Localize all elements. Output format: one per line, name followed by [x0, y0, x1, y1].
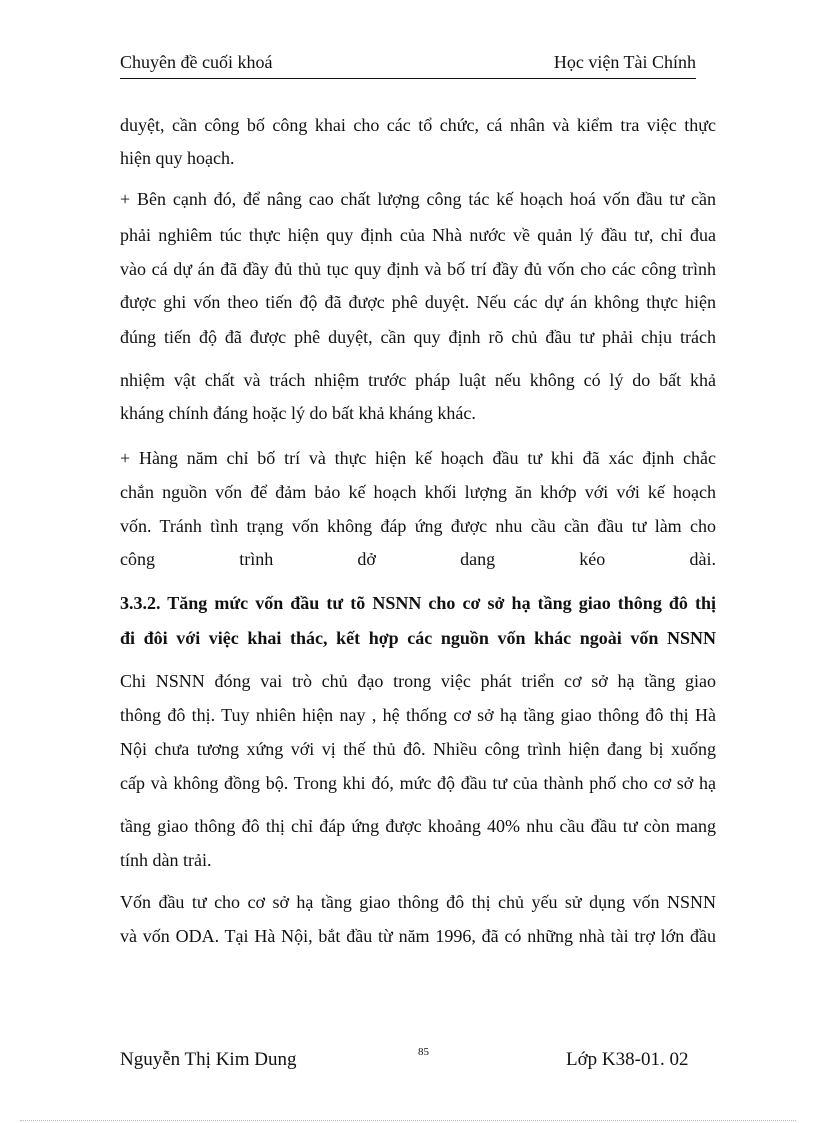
paragraph-line: và vốn ODA. Tại Hà Nội, bắt đầu từ năm 1996, đã có những nhà tài trợ lớn đầu: [120, 926, 716, 946]
paragraph-line: duyệt, cần công bố công khai cho các tổ chức, cá nhân và kiểm tra việc thực: [120, 115, 716, 135]
section-heading-line: 3.3.2. Tăng mức vốn đầu tư tõ NSNN cho cơ sở hạ tầng giao thông đô thị: [120, 593, 716, 613]
paragraph-line: nhiệm vật chất và trách nhiệm trước pháp luật nếu không có lý do bất khả: [120, 370, 716, 390]
footer-author: Nguyễn Thị Kim Dung: [120, 1049, 297, 1070]
paragraph-line: phải nghiêm túc thực hiện quy định của Nhà nước về quản lý đầu tư, chỉ đua: [120, 225, 716, 245]
page-number: 85: [418, 1046, 429, 1058]
paragraph-line: kháng chính đáng hoặc lý do bất khả kháng khác.: [120, 403, 476, 423]
page-bottom-rule: [20, 1120, 796, 1121]
paragraph-line: + Hàng năm chỉ bố trí và thực hiện kế hoạch đầu tư khi đã xác định chắc: [120, 448, 716, 468]
paragraph-line: Vốn đầu tư cho cơ sở hạ tầng giao thông đô thị chủ yếu sử dụng vốn NSNN: [120, 892, 716, 912]
paragraph-line: vốn. Tránh tình trạng vốn không đáp ứng được nhu cầu cần đầu tư làm cho: [120, 516, 716, 536]
paragraph-line: Chi NSNN đóng vai trò chủ đạo trong việc phát triển cơ sở hạ tầng giao: [120, 671, 716, 691]
header-institution: Học viện Tài Chính: [553, 52, 696, 72]
paragraph-line: + Bên cạnh đó, để nâng cao chất lượng công tác kế hoạch hoá vốn đầu tư cần: [120, 189, 716, 209]
paragraph-line: vào cá dự án đã đầy đủ thủ tục quy định và bố trí đầy đủ vốn cho các công trình: [120, 259, 716, 279]
paragraph-line: được ghi vốn theo tiến độ đã được phê duyệt. Nếu các dự án không thực hiện: [120, 292, 716, 312]
paragraph-line: hiện quy hoạch.: [120, 148, 235, 168]
page-header: [120, 52, 696, 79]
paragraph-line: cấp và không đồng bộ. Trong khi đó, mức độ đầu tư của thành phố cho cơ sở hạ: [120, 773, 716, 793]
paragraph-line: thông đô thị. Tuy nhiên hiện nay , hệ thống cơ sở hạ tầng giao thông đô thị Hà: [120, 705, 716, 725]
footer-class-code: Lớp K38-01. 02: [566, 1049, 689, 1070]
section-heading-line: đi đôi với việc khai thác, kết hợp các nguồn vốn khác ngoài vốn NSNN: [120, 628, 716, 648]
paragraph-line: công trình dở dang kéo dài.: [120, 549, 716, 569]
paragraph-line: Nội chưa tương xứng với vị thế thủ đô. Nhiều công trình hiện đang bị xuống: [120, 739, 716, 759]
paragraph-line: chắn nguồn vốn để đảm bảo kế hoạch khối lượng ăn khớp với với kế hoạch: [120, 482, 716, 502]
paragraph-line: đúng tiến độ đã được phê duyệt, cần quy định rõ chủ đầu tư phải chịu trách: [120, 327, 716, 347]
paragraph-line: tính dàn trải.: [120, 850, 212, 870]
paragraph-line: tầng giao thông đô thị chỉ đáp ứng được khoảng 40% nhu cầu đầu tư còn mang: [120, 816, 716, 836]
header-course: Chuyên đề cuối khoá: [120, 52, 273, 72]
